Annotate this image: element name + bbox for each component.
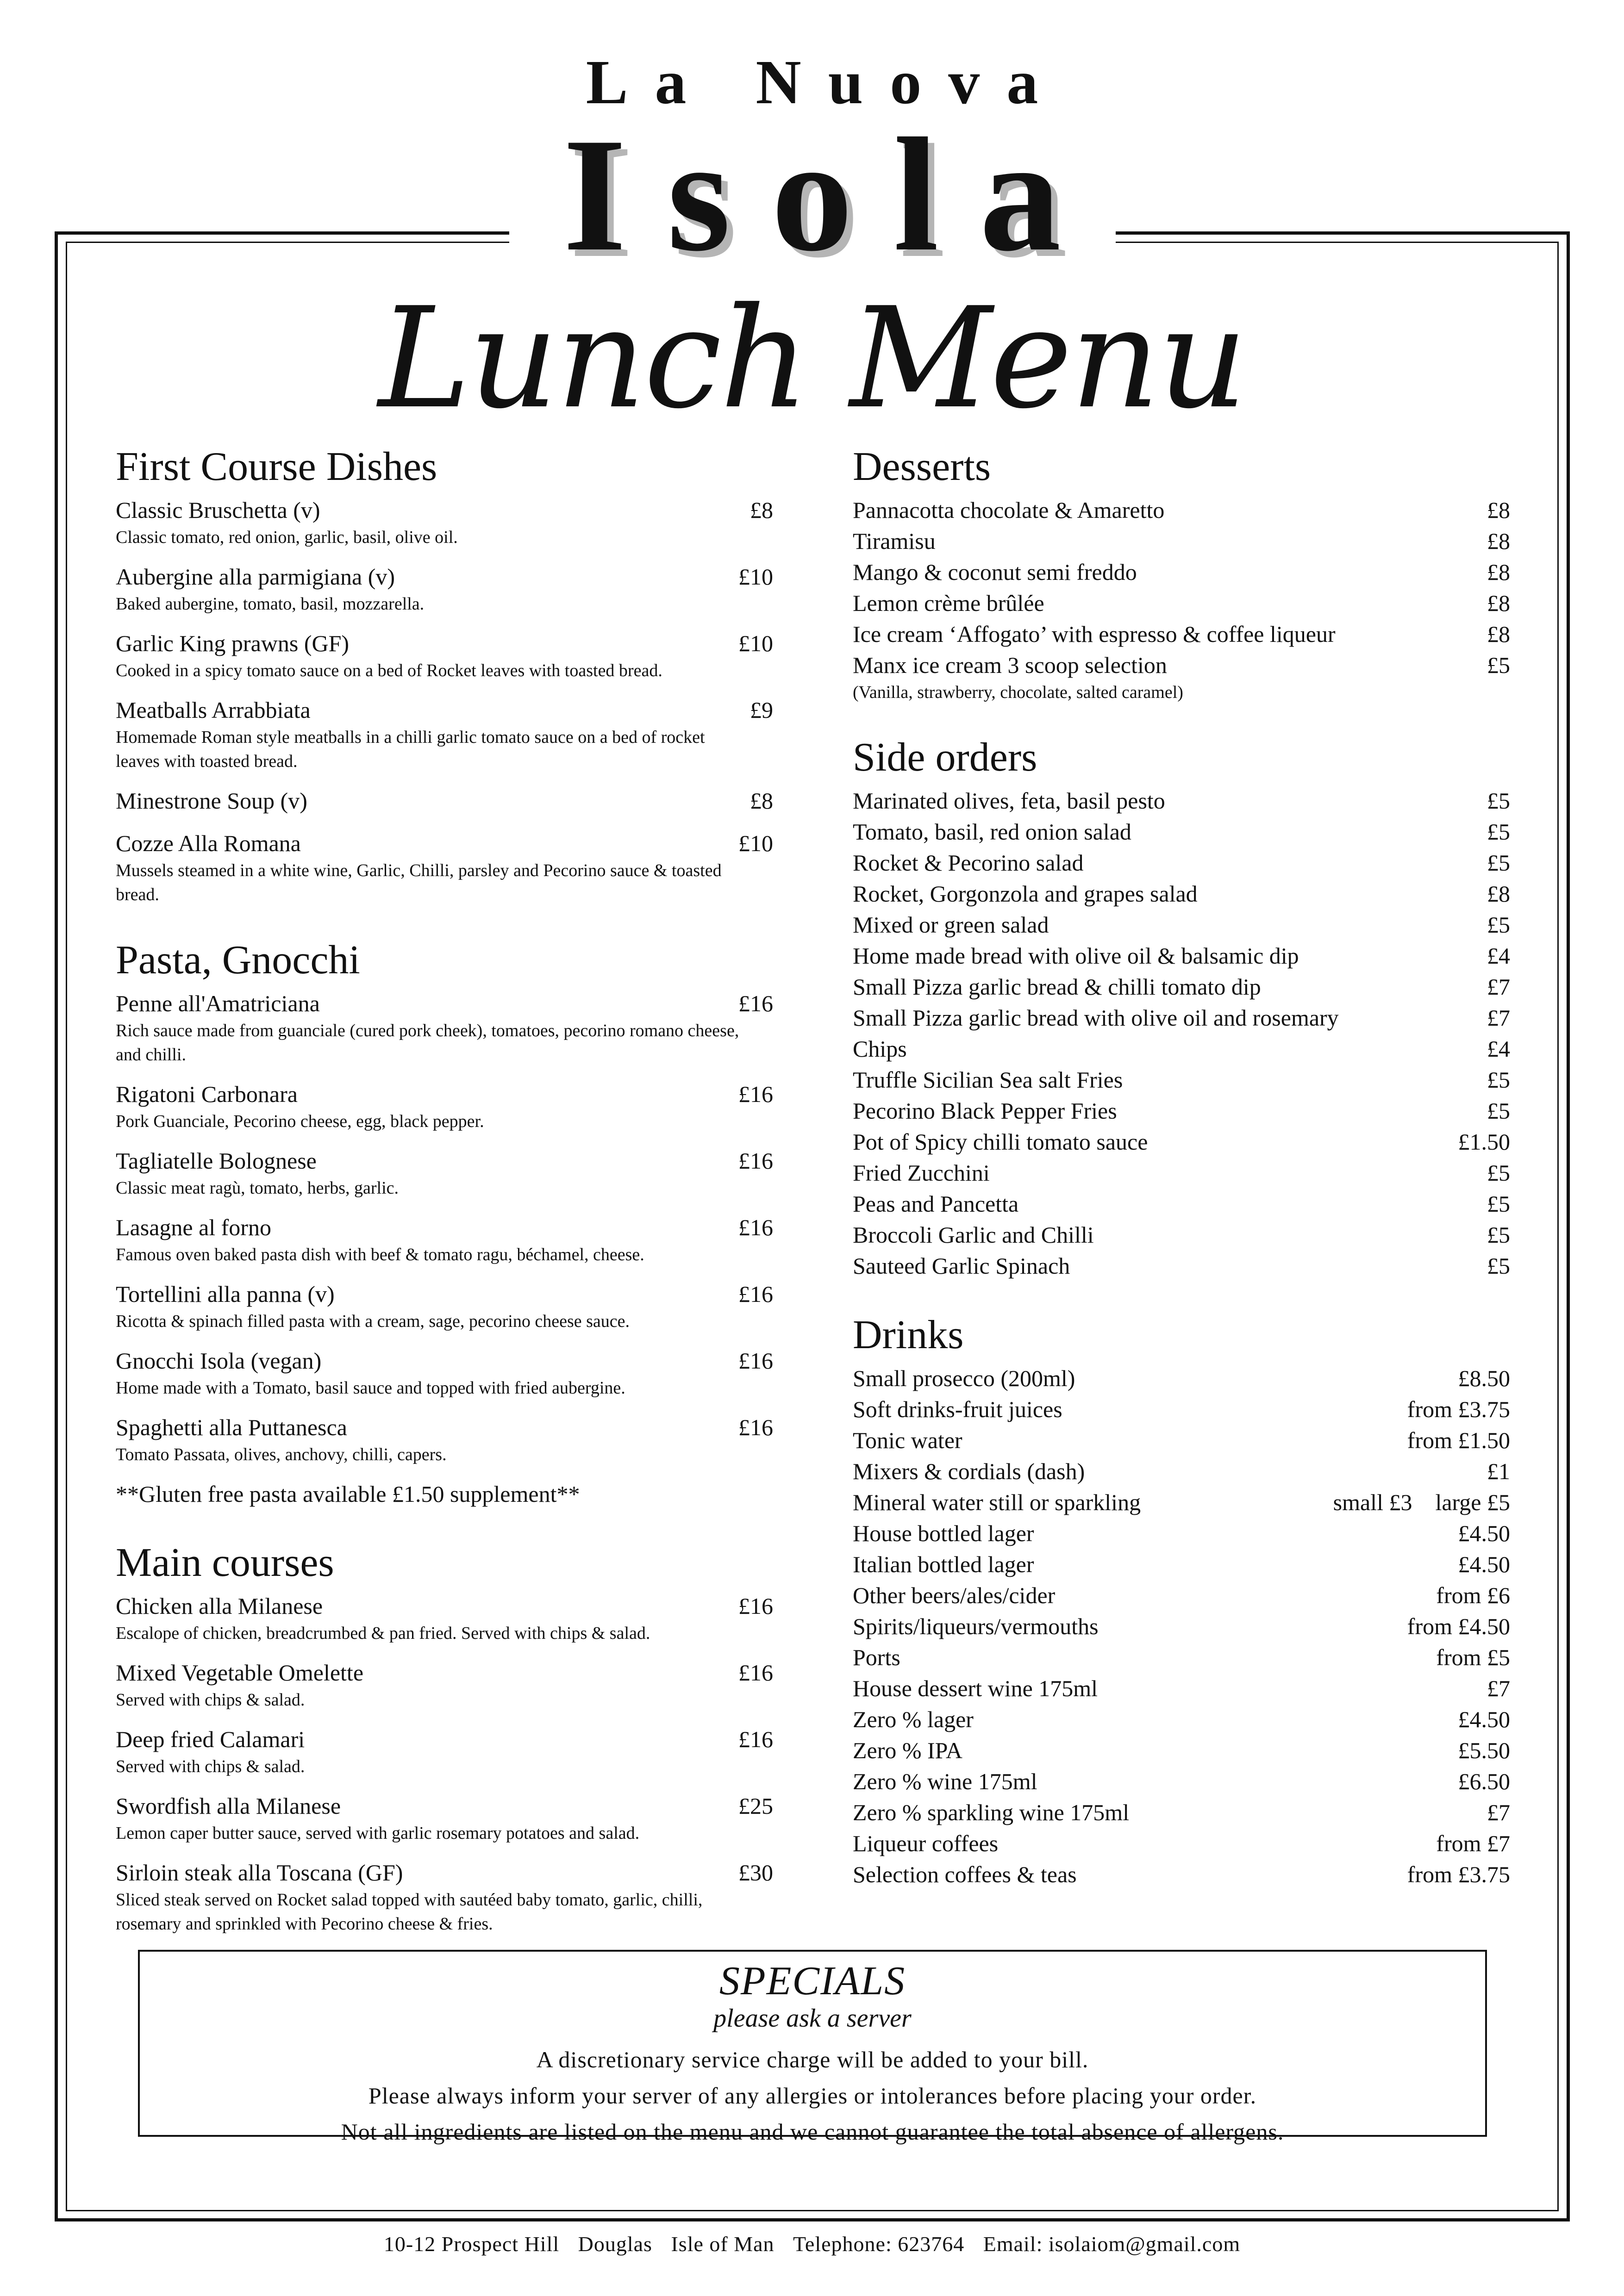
- menu-item-row: [116, 828, 773, 859]
- menu-item: [853, 1580, 1510, 1611]
- item-price: £5: [1487, 912, 1510, 938]
- menu-item: [853, 1642, 1510, 1673]
- item-price: £8.50: [1458, 1365, 1510, 1391]
- item-description: Home made with a Tomato, basil sauce and topped with fried aubergine.: [116, 1378, 625, 1398]
- item-price: £16: [738, 990, 773, 1016]
- item-name: Home made bread with olive oil & balsamic dip: [853, 943, 1299, 969]
- item-price: £8: [1487, 621, 1510, 647]
- item-name: Soft drinks-fruit juices: [853, 1396, 1062, 1422]
- menu-item: [116, 828, 773, 907]
- item-name: Marinated olives, feta, basil pesto: [853, 788, 1165, 814]
- menu-item: [853, 1766, 1510, 1797]
- item-description: Classic tomato, red onion, garlic, basil, olive oil.: [116, 528, 458, 547]
- item-name: Selection coffees & teas: [853, 1861, 1077, 1887]
- menu-item: [853, 1673, 1510, 1704]
- menu-item-row: [116, 1591, 773, 1621]
- item-name: Liqueur coffees: [853, 1830, 999, 1856]
- desserts-section: [853, 444, 1510, 704]
- item-description: Served with chips & salad.: [116, 1757, 305, 1776]
- item-price: £16: [738, 1081, 773, 1107]
- item-name: Pot of Spicy chilli tomato sauce: [853, 1129, 1148, 1155]
- section-title: Side orders: [853, 735, 1037, 780]
- item-name: Cozze Alla Romana: [116, 830, 301, 856]
- item-price: £9: [750, 697, 773, 723]
- menu-item-row: [116, 1079, 773, 1109]
- item-name: Mango & coconut semi freddo: [853, 559, 1137, 585]
- item-price: £8: [750, 497, 773, 523]
- item-price: £16: [738, 1214, 773, 1240]
- footer-address: Isle of Man: [671, 2232, 775, 2256]
- item-name: Italian bottled lager: [853, 1551, 1034, 1577]
- item-price: £5: [1487, 850, 1510, 876]
- menu-item: [853, 1828, 1510, 1859]
- menu-item: [853, 816, 1510, 847]
- section-title: First Course Dishes: [116, 444, 437, 489]
- item-description: Rich sauce made from guanciale (cured pork cheek), tomatoes, pecorino romano cheese, and chilli.: [116, 1021, 739, 1064]
- item-name: Zero % lager: [853, 1706, 974, 1732]
- menu-item: [853, 495, 1510, 526]
- item-price: £4: [1487, 943, 1510, 969]
- item-price: [1310, 1487, 1510, 1518]
- price-large: large £5: [1435, 1489, 1510, 1515]
- menu-item-row: [116, 1857, 773, 1888]
- menu-item: [853, 1251, 1510, 1282]
- menu-item: [116, 1145, 773, 1200]
- menu-item: [853, 1157, 1510, 1188]
- item-name: Other beers/ales/cider: [853, 1582, 1056, 1608]
- item-name: Gnocchi Isola (vegan): [116, 1348, 322, 1374]
- menu-item-row: [116, 1791, 773, 1821]
- section-title: Pasta, Gnocchi: [116, 938, 360, 983]
- item-price: £1: [1487, 1458, 1510, 1484]
- item-name: Mixed Vegetable Omelette: [116, 1660, 364, 1686]
- item-price: from £5: [1436, 1644, 1510, 1670]
- item-name: Mineral water still or sparkling: [853, 1489, 1141, 1515]
- item-name: Ports: [853, 1644, 900, 1670]
- item-name: Swordfish alla Milanese: [116, 1793, 341, 1819]
- item-price: £5: [1487, 652, 1510, 678]
- footer-address: 10-12 Prospect Hill: [383, 2232, 560, 2256]
- section-title: Main courses: [116, 1540, 334, 1585]
- item-name: Rocket, Gorgonzola and grapes salad: [853, 881, 1198, 907]
- main-courses-section: [116, 1540, 773, 1936]
- menu-item: [116, 1857, 773, 1936]
- item-description: Classic meat ragù, tomato, herbs, garlic.: [116, 1178, 399, 1198]
- item-price: £10: [738, 630, 773, 656]
- item-price: £7: [1487, 1005, 1510, 1031]
- item-price: £10: [738, 564, 773, 590]
- item-name: Lemon crème brûlée: [853, 590, 1044, 616]
- menu-item: [116, 785, 773, 816]
- item-price: £8: [1487, 559, 1510, 585]
- specials-title: SPECIALS: [719, 1959, 906, 2004]
- item-price: £16: [738, 1593, 773, 1619]
- menu-item: [116, 628, 773, 683]
- item-description: Lemon caper butter sauce, served with garlic rosemary potatoes and salad.: [116, 1823, 640, 1843]
- menu-item-row: [116, 1657, 773, 1688]
- menu-item: [116, 1212, 773, 1267]
- notice-line: A discretionary service charge will be added to your bill.: [536, 2046, 1089, 2072]
- menu-item-row: [116, 495, 773, 525]
- specials-subtitle: please ask a server: [713, 2004, 912, 2033]
- menu-item: [116, 988, 773, 1067]
- item-name: Minestrone Soup (v): [116, 788, 307, 814]
- section-title: Desserts: [853, 444, 991, 489]
- item-price: £8: [1487, 881, 1510, 907]
- item-name: Deep fried Calamari: [116, 1726, 305, 1752]
- item-price: £5: [1487, 819, 1510, 845]
- item-description: Tomato Passata, olives, anchovy, chilli, capers.: [116, 1445, 447, 1464]
- item-name: Truffle Sicilian Sea salt Fries: [853, 1067, 1123, 1093]
- item-description: Mussels steamed in a white wine, Garlic, Chilli, parsley and Pecorino sauce & toasted bread.: [116, 861, 722, 904]
- item-price: £5: [1487, 1098, 1510, 1124]
- brand-logo: Isola: [563, 105, 1102, 285]
- item-name: Mixed or green salad: [853, 912, 1049, 938]
- menu-item: [853, 1859, 1510, 1890]
- item-description: Homemade Roman style meatballs in a chilli garlic tomato sauce on a bed of rocket leaves with toasted bread.: [116, 728, 705, 771]
- section-note: (Vanilla, strawberry, chocolate, salted caramel): [853, 683, 1183, 702]
- menu-item: [853, 940, 1510, 971]
- item-description: Ricotta & spinach filled pasta with a cream, sage, pecorino cheese sauce.: [116, 1312, 630, 1331]
- item-name: Peas and Pancetta: [853, 1191, 1019, 1217]
- item-name: Rigatoni Carbonara: [116, 1081, 298, 1107]
- item-price: £4: [1487, 1036, 1510, 1062]
- item-price: from £6: [1436, 1582, 1510, 1608]
- first-course-section: [116, 444, 773, 907]
- item-price: £10: [738, 830, 773, 856]
- menu-item: [853, 619, 1510, 650]
- menu-item: [116, 1724, 773, 1779]
- menu-item: [853, 1611, 1510, 1642]
- item-name: Manx ice cream 3 scoop selection: [853, 652, 1167, 678]
- item-price: £5: [1487, 1160, 1510, 1186]
- menu-item: [853, 1064, 1510, 1095]
- menu-item: [116, 1657, 773, 1712]
- menu-item: [853, 557, 1510, 588]
- item-price: £1.50: [1458, 1129, 1510, 1155]
- menu-item: [116, 1412, 773, 1467]
- menu-item: [116, 1345, 773, 1400]
- item-price: £8: [1487, 528, 1510, 554]
- item-name: Small Pizza garlic bread & chilli tomato dip: [853, 974, 1261, 1000]
- menu-item: [853, 878, 1510, 909]
- menu-item: [853, 847, 1510, 878]
- item-name: Ice cream ‘Affogato’ with espresso & coffee liqueur: [853, 621, 1336, 647]
- item-name: Tortellini alla panna (v): [116, 1281, 335, 1307]
- menu-item: [853, 1220, 1510, 1251]
- item-name: Broccoli Garlic and Chilli: [853, 1222, 1094, 1248]
- item-price: £5.50: [1458, 1737, 1510, 1763]
- section-title: Drinks: [853, 1313, 964, 1357]
- menu-item-row: [116, 988, 773, 1019]
- footer-email: Email: isolaiom@gmail.com: [983, 2232, 1241, 2256]
- item-name: House bottled lager: [853, 1520, 1034, 1546]
- menu-item: [853, 1002, 1510, 1033]
- item-name: Spirits/liqueurs/vermouths: [853, 1613, 1099, 1639]
- menu-item: [853, 650, 1510, 681]
- item-name: Mixers & cordials (dash): [853, 1458, 1085, 1484]
- menu-item: [853, 1188, 1510, 1220]
- menu-item: [853, 1126, 1510, 1157]
- item-price: £16: [738, 1660, 773, 1686]
- menu-item-row: [116, 1345, 773, 1376]
- menu-item: [853, 971, 1510, 1002]
- menu-item-row: [116, 1724, 773, 1755]
- item-description: Escalope of chicken, breadcrumbed & pan fried. Served with chips & salad.: [116, 1624, 650, 1643]
- item-price: £8: [1487, 497, 1510, 523]
- page-title: Lunch Menu: [378, 278, 1246, 439]
- item-name: Garlic King prawns (GF): [116, 630, 350, 656]
- item-name: Rocket & Pecorino salad: [853, 850, 1084, 876]
- menu-item: [853, 785, 1510, 816]
- menu-item: [853, 1704, 1510, 1735]
- footer-phone: Telephone: 623764: [793, 2232, 965, 2256]
- drinks-section: [853, 1315, 1510, 1890]
- item-name: Zero % sparkling wine 175ml: [853, 1799, 1130, 1825]
- item-price: £4.50: [1458, 1551, 1510, 1577]
- item-price: £6.50: [1458, 1768, 1510, 1794]
- item-description: Sliced steak served on Rocket salad topped with sautéed baby tomato, garlic, chilli, rosemary and sprinkled with Pecorino cheese & fries.: [116, 1890, 703, 1934]
- item-name: Pecorino Black Pepper Fries: [853, 1098, 1117, 1124]
- side-orders-section: [853, 737, 1510, 1282]
- item-name: Fried Zucchini: [853, 1160, 990, 1186]
- menu-item: [853, 1518, 1510, 1549]
- menu-item: [853, 1394, 1510, 1425]
- item-price: £16: [738, 1281, 773, 1307]
- menu-item-row: [116, 1212, 773, 1243]
- specials-box: [138, 1950, 1487, 2145]
- menu-item: [853, 1487, 1510, 1518]
- menu-item: [116, 1079, 773, 1133]
- left-column: [116, 444, 773, 1969]
- item-description: Served with chips & salad.: [116, 1690, 305, 1710]
- item-price: £16: [738, 1726, 773, 1752]
- brand-top: La Nuova: [586, 48, 1065, 117]
- item-name: Meatballs Arrabbiata: [116, 697, 311, 723]
- notice-line: Please always inform your server of any allergies or intolerances before placing your order.: [368, 2082, 1257, 2109]
- menu-item: [853, 1363, 1510, 1394]
- menu-item: [853, 1033, 1510, 1064]
- menu-item: [116, 695, 773, 773]
- menu-item-row: [116, 1412, 773, 1443]
- menu-item: [116, 1279, 773, 1333]
- menu-item: [853, 1095, 1510, 1126]
- item-description: Baked aubergine, tomato, basil, mozzarella.: [116, 594, 425, 614]
- item-name: Aubergine alla parmigiana (v): [116, 564, 395, 590]
- item-price: £5: [1487, 1222, 1510, 1248]
- menu-item: [853, 909, 1510, 940]
- item-price: £5: [1487, 788, 1510, 814]
- item-name: Penne all'Amatriciana: [116, 990, 320, 1016]
- item-name: Chips: [853, 1036, 907, 1062]
- item-name: Tomato, basil, red onion salad: [853, 819, 1131, 845]
- item-price: £7: [1487, 1675, 1510, 1701]
- item-price: £4.50: [1458, 1706, 1510, 1732]
- item-price: from £7: [1436, 1830, 1510, 1856]
- menu-item: [116, 1791, 773, 1845]
- footer-address: Douglas: [578, 2232, 652, 2256]
- menu-item-row: [116, 561, 773, 592]
- item-description: Cooked in a spicy tomato sauce on a bed of Rocket leaves with toasted bread.: [116, 661, 662, 680]
- menu-item: [853, 1735, 1510, 1766]
- item-name: Small Pizza garlic bread with olive oil and rosemary: [853, 1005, 1339, 1031]
- item-price: £5: [1487, 1253, 1510, 1279]
- menu-item: [116, 495, 773, 549]
- item-name: Tiramisu: [853, 528, 936, 554]
- item-price: £30: [738, 1860, 773, 1885]
- footer: [0, 2232, 1624, 2256]
- item-name: House dessert wine 175ml: [853, 1675, 1098, 1701]
- right-column: [853, 444, 1510, 1923]
- item-price: £5: [1487, 1067, 1510, 1093]
- menu-item: [116, 561, 773, 616]
- menu-item: [116, 1591, 773, 1645]
- item-name: Tagliatelle Bolognese: [116, 1148, 317, 1174]
- menu-item: [853, 588, 1510, 619]
- item-price: £16: [738, 1148, 773, 1174]
- item-name: Spaghetti alla Puttanesca: [116, 1414, 347, 1440]
- item-name: Small prosecco (200ml): [853, 1365, 1075, 1391]
- menu-item: [853, 1425, 1510, 1456]
- item-name: Chicken alla Milanese: [116, 1593, 323, 1619]
- item-price: from £1.50: [1407, 1427, 1510, 1453]
- item-name: Zero % IPA: [853, 1737, 963, 1763]
- item-price: £4.50: [1458, 1520, 1510, 1546]
- item-name: Zero % wine 175ml: [853, 1768, 1037, 1794]
- item-price: £8: [750, 788, 773, 814]
- menu-item: [853, 526, 1510, 557]
- item-name: Sauteed Garlic Spinach: [853, 1253, 1070, 1279]
- item-name: Classic Bruschetta (v): [116, 497, 320, 523]
- item-price: £25: [738, 1793, 773, 1819]
- item-name: Tonic water: [853, 1427, 962, 1453]
- menu-item-row: [116, 1279, 773, 1309]
- item-name: Lasagne al forno: [116, 1214, 271, 1240]
- section-note: **Gluten free pasta available £1.50 supplement**: [116, 1481, 580, 1507]
- item-description: Pork Guanciale, Pecorino cheese, egg, black pepper.: [116, 1112, 484, 1131]
- item-price: £8: [1487, 590, 1510, 616]
- item-price: from £4.50: [1407, 1613, 1510, 1639]
- menu-item: [853, 1456, 1510, 1487]
- item-description: Famous oven baked pasta dish with beef & tomato ragu, béchamel, cheese.: [116, 1245, 644, 1264]
- item-price: £16: [738, 1348, 773, 1374]
- item-price: from £3.75: [1407, 1396, 1510, 1422]
- menu-item-row: [116, 785, 773, 816]
- menu-item-row: [116, 628, 773, 659]
- item-price: £7: [1487, 1799, 1510, 1825]
- item-name: Pannacotta chocolate & Amaretto: [853, 497, 1165, 523]
- price-small: small £3: [1333, 1489, 1412, 1515]
- notice-line: Not all ingredients are listed on the menu and we cannot guarantee the total absence of allergens.: [341, 2118, 1284, 2145]
- item-name: Sirloin steak alla Toscana (GF): [116, 1860, 403, 1885]
- menu-item: [853, 1549, 1510, 1580]
- pasta-section: [116, 940, 773, 1509]
- menu-item: [853, 1797, 1510, 1828]
- item-price: £7: [1487, 974, 1510, 1000]
- menu-item-row: [116, 695, 773, 725]
- item-price: from £3.75: [1407, 1861, 1510, 1887]
- menu-item-row: [116, 1145, 773, 1176]
- item-price: £16: [738, 1414, 773, 1440]
- item-price: £5: [1487, 1191, 1510, 1217]
